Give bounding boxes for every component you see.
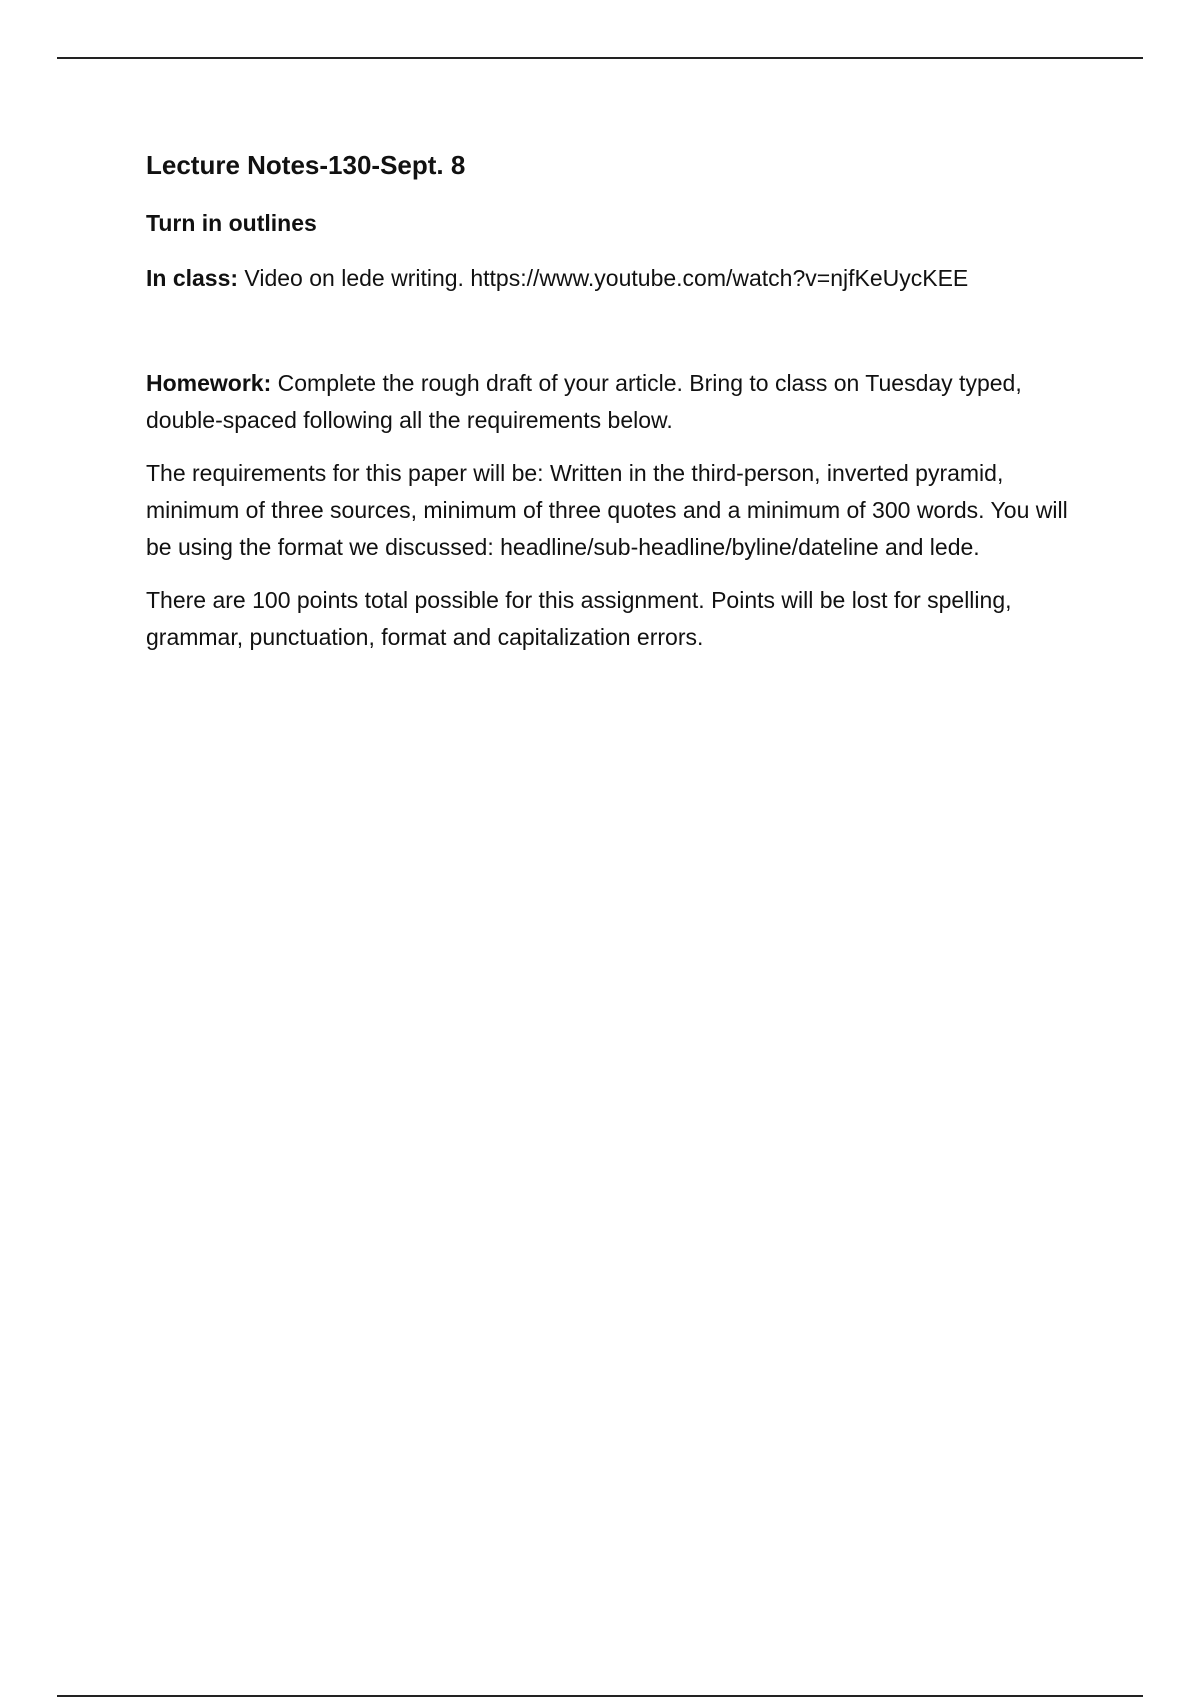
bottom-rule [57,1695,1143,1697]
homework-paragraph [146,365,1086,439]
turn-in-heading: Turn in outlines [146,210,317,236]
in-class-text: Video on lede writing. https://www.youtube.com/watch?v=njfKeUycKEE [238,265,969,291]
homework-label: Homework: [146,370,272,396]
top-rule [57,57,1143,59]
in-class-paragraph [146,260,1086,297]
in-class-label: In class: [146,265,239,291]
page-title: Lecture Notes-130-Sept. 8 [146,150,466,180]
points-paragraph: There are 100 points total possible for this assignment. Points will be lost for spelling, grammar, punctuation, format and capitalization errors. [146,587,1012,650]
document-body [146,148,1086,656]
requirements-paragraph: The requirements for this paper will be: Written in the third-person, inverted pyramid, minimum of three sources, minimum of three quotes and a minimum of 300 words. You will be using the format we discussed: headline/sub-headline/byline/dateline and lede. [146,460,1068,560]
homework-text: Complete the rough draft of your article. Bring to class on Tuesday typed, double-spaced following all the requirements below. [146,370,1022,433]
